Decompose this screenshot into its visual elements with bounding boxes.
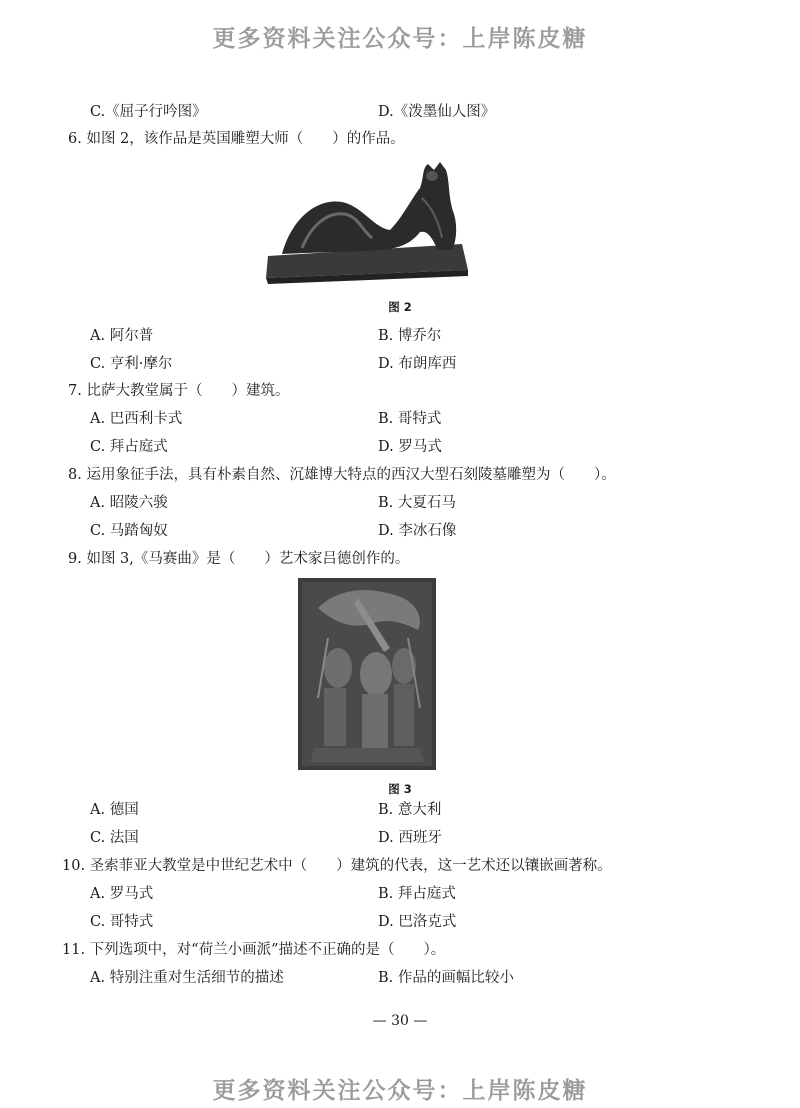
q9-option-c: C. 法国 [90,830,139,846]
q11-stem: 11. 下列选项中，对“荷兰小画派”描述不正确的是（ ）。 [62,942,446,958]
q8-option-d: D. 李冰石像 [378,523,457,539]
q10-option-c: C. 哥特式 [90,914,154,930]
q9-option-d: D. 西班牙 [378,830,442,846]
q5-option-c: C.《屈子行吟图》 [90,104,207,120]
q6-option-d: D. 布朗库西 [378,356,457,372]
figure-3-caption: 图 3 [388,782,412,796]
q7-option-a: A. 巴西利卡式 [90,411,183,427]
q10-option-d: D. 巴洛克式 [378,914,457,930]
q6-stem: 6. 如图 2，该作品是英国雕塑大师（ ）的作品。 [68,131,405,147]
q8-option-c: C. 马踏匈奴 [90,523,168,539]
q6-option-a: A. 阿尔普 [90,328,154,344]
watermark-top: 更多资料关注公众号：上岸陈皮糖 [212,26,588,52]
q8-stem: 8. 运用象征手法，具有朴素自然、沉雄博大特点的西汉大型石刻陵墓雕塑为（ ）。 [68,467,616,483]
q8-option-a: A. 昭陵六骏 [90,495,168,511]
q11-option-b: B. 作品的画幅比较小 [378,970,514,986]
q7-stem: 7. 比萨大教堂属于（ ）建筑。 [68,383,290,399]
figure-3-la-marseillaise-relief [298,578,436,770]
q7-option-b: B. 哥特式 [378,411,442,427]
q10-option-a: A. 罗马式 [90,886,154,902]
q7-option-d: D. 罗马式 [378,439,442,455]
q6-option-c: C. 亨利·摩尔 [90,356,173,372]
q7-option-c: C. 拜占庭式 [90,439,168,455]
watermark-bottom: 更多资料关注公众号：上岸陈皮糖 [212,1078,588,1104]
q10-stem: 10. 圣索菲亚大教堂是中世纪艺术中（ ）建筑的代表，这一艺术还以镶嵌画著称。 [62,858,612,874]
figure-2-caption: 图 2 [388,300,412,314]
q9-option-a: A. 德国 [90,802,139,818]
figure-2-reclining-figure-sculpture [262,158,474,286]
q9-stem: 9. 如图 3,《马赛曲》是（ ）艺术家吕德创作的。 [68,551,410,567]
q10-option-b: B. 拜占庭式 [378,886,456,902]
page-number: — 30 — [372,1013,428,1029]
q8-option-b: B. 大夏石马 [378,495,456,511]
q5-option-d: D.《泼墨仙人图》 [378,104,496,120]
q6-option-b: B. 博乔尔 [378,328,442,344]
q9-option-b: B. 意大利 [378,802,442,818]
q11-option-a: A. 特别注重对生活细节的描述 [90,970,284,986]
